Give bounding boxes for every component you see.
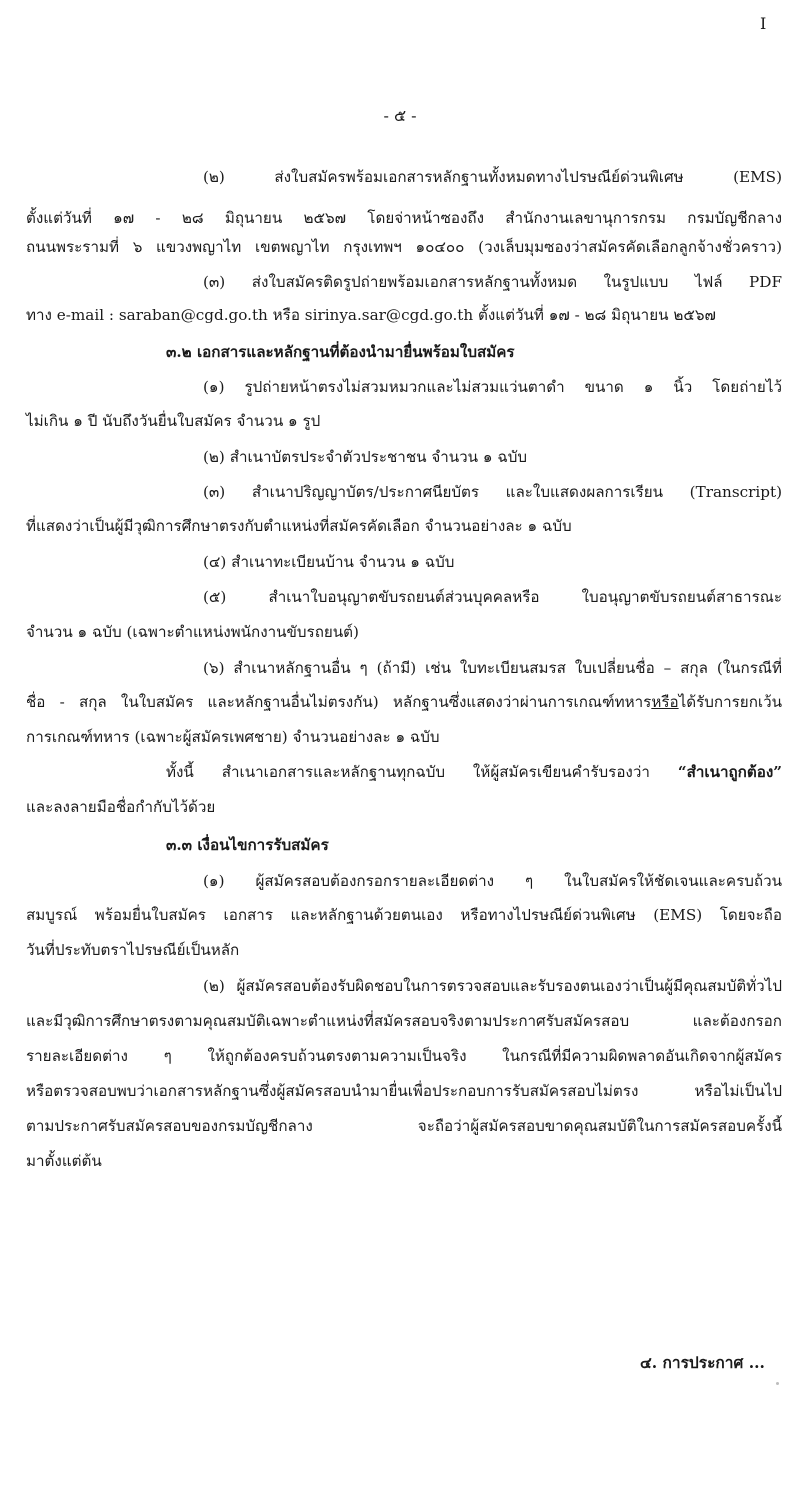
paragraph-line: สมบูรณ์ พร้อมยื่นใบสมัคร เอกสาร และหลักฐานด้วยตนเอง หรือทางไปรษณีย์ด่วนพิเศษ (EMS) โดยจะถือ [26, 906, 782, 924]
text-span: ได้รับการยกเว้น [678, 693, 782, 711]
section-heading-3-3: ๓.๓ เงื่อนไขการรับสมัคร [166, 836, 329, 854]
paragraph-line: และลงลายมือชื่อกำกับไว้ด้วย [26, 798, 216, 816]
paragraph-line: ทาง e-mail : saraban@cgd.go.th หรือ sirinya.sar@cgd.go.th ตั้งแต่วันที่ ๑๗ - ๒๘ มิถุนายน ๒๕๖๗ [26, 306, 716, 324]
paragraph-line: รายละเอียดต่าง ๆ ให้ถูกต้องครบถ้วนตรงตามความเป็นจริง ในกรณีที่มีความผิดพลาดอันเกิดจากผู้สมัคร [26, 1047, 782, 1065]
paragraph-line: ที่แสดงว่าเป็นผู้มีวุฒิการศึกษาตรงกับตำแหน่งที่สมัครคัดเลือก จำนวนอย่างละ ๑ ฉบับ [26, 517, 572, 535]
paragraph-line: (๕) สำเนาใบอนุญาตขับรถยนต์ส่วนบุคคลหรือ ใบอนุญาตขับรถยนต์สาธารณะ [203, 588, 782, 606]
scan-speck [776, 1382, 779, 1385]
paragraph-line [166, 761, 782, 783]
paragraph-line: (๑) ผู้สมัครสอบต้องกรอกรายละเอียดต่าง ๆ ในใบสมัครให้ชัดเจนและครบถ้วน [203, 872, 782, 890]
underlined-text: หรือ [651, 693, 679, 711]
paragraph-line: (๒) ส่งใบสมัครพร้อมเอกสารหลักฐานทั้งหมดทางไปรษณีย์ด่วนพิเศษ (EMS) [203, 168, 782, 186]
continued-marker: ๔. การประกาศ ... [640, 1353, 765, 1372]
paragraph-line: ถนนพระรามที่ ๖ แขวงพญาไท เขตพญาไท กรุงเทพฯ ๑๐๔๐๐ (วงเล็บมุมซองว่าสมัครคัดเลือกลูกจ้างชั่วคราว) [26, 238, 782, 256]
paragraph-line: จำนวน ๑ ฉบับ (เฉพาะตำแหน่งพนักงานขับรถยนต์) [26, 623, 359, 641]
paragraph-line: (๓) สำเนาปริญญาบัตร/ประกาศนียบัตร และใบแสดงผลการเรียน (Transcript) [203, 483, 782, 501]
page-number: - ๕ - [383, 106, 417, 125]
paragraph-line: (๒) ผู้สมัครสอบต้องรับผิดชอบในการตรวจสอบและรับรองตนเองว่าเป็นผู้มีคุณสมบัติทั่วไป [203, 977, 782, 995]
paragraph-line: ตามประกาศรับสมัครสอบของกรมบัญชีกลาง จะถือว่าผู้สมัครสอบขาดคุณสมบัติในการสมัครสอบครั้งนี้ [26, 1117, 782, 1135]
paragraph-line: และมีวุฒิการศึกษาตรงตามคุณสมบัติเฉพาะตำแหน่งที่สมัครสอบจริงตามประกาศรับสมัครสอบ และต้องกรอก [26, 1012, 782, 1030]
paragraph-line: (๓) ส่งใบสมัครติดรูปถ่ายพร้อมเอกสารหลักฐานทั้งหมด ในรูปแบบ ไฟล์ PDF [203, 273, 782, 291]
paragraph-line: ตั้งแต่วันที่ ๑๗ - ๒๘ มิถุนายน ๒๕๖๗ โดยจ่าหน้าซองถึง สำนักงานเลขานุการกรม กรมบัญชีกลาง [26, 209, 782, 227]
paragraph-line: หรือตรวจสอบพบว่าเอกสารหลักฐานซึ่งผู้สมัครสอบนำมายื่นเพื่อประกอบการรับสมัครสอบไม่ตรง หรือไม่เป็นไป [26, 1082, 782, 1100]
paragraph-line: การเกณฑ์ทหาร (เฉพาะผู้สมัครเพศชาย) จำนวนอย่างละ ๑ ฉบับ [26, 728, 440, 746]
bold-text: “สำเนาถูกต้อง” [677, 763, 783, 781]
paragraph-line: (๔) สำเนาทะเบียนบ้าน จำนวน ๑ ฉบับ [203, 553, 455, 571]
paragraph-line: (๖) สำเนาหลักฐานอื่น ๆ (ถ้ามี) เช่น ใบทะเบียนสมรส ใบเปลี่ยนชื่อ – สกุล (ในกรณีที่ [203, 659, 782, 677]
paragraph-line [26, 691, 782, 713]
paragraph-line: ไม่เกิน ๑ ปี นับถึงวันยื่นใบสมัคร จำนวน ๑ รูป [26, 412, 321, 430]
paragraph-line: (๒) สำเนาบัตรประจำตัวประชาชน จำนวน ๑ ฉบับ [203, 448, 527, 466]
paragraph-line: (๑) รูปถ่ายหน้าตรงไม่สวมหมวกและไม่สวมแว่นตาดำ ขนาด ๑ นิ้ว โดยถ่ายไว้ [203, 378, 782, 396]
corner-mark: I [760, 14, 767, 33]
text-span: ชื่อ - สกุล ในใบสมัคร และหลักฐานอื่นไม่ตรงกัน) หลักฐานซึ่งแสดงว่าผ่านการเกณฑ์ทหาร [26, 693, 652, 711]
text-span: ทั้งนี้ สำเนาเอกสารและหลักฐานทุกฉบับ ให้ผู้สมัครเขียนคำรับรองว่า [166, 763, 650, 781]
paragraph-line: มาตั้งแต่ต้น [26, 1152, 102, 1170]
paragraph-line: วันที่ประทับตราไปรษณีย์เป็นหลัก [26, 941, 240, 959]
section-heading-3-2: ๓.๒ เอกสารและหลักฐานที่ต้องนำมายื่นพร้อมใบสมัคร [166, 343, 515, 361]
